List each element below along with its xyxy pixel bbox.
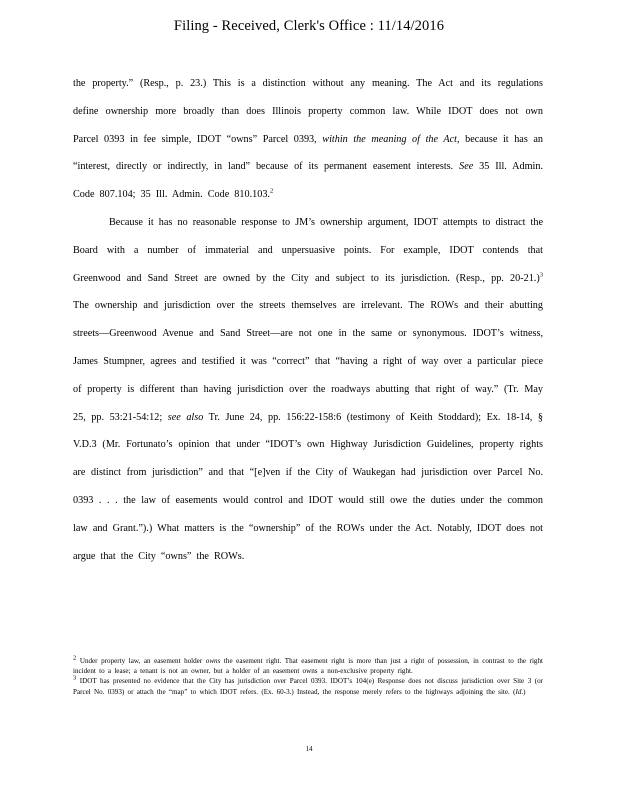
text-run: Tr. June 24, pp. 156:22-158:6 (testimony of Keith Stoddard); Ex. 18-14, § V.D.3 (Mr. Fortunato’s opinion that under “IDOT’s own Highway Jurisdiction Guidelines, property rights are distinct from jurisdiction” and that “[e]ven if the City of Waukegan had jurisdiction over Parcel No. 0393 . . . the law of easements would control and IDOT would still owe the duties under the common law and Grant.”).) What matters is the “ownership” of the ROWs under the Act. Notably, IDOT does not argue that the City “owns” the ROWs. bbox=[73, 411, 543, 562]
paragraph-jurisdiction bbox=[73, 209, 543, 570]
footnote-ref-3: 3 bbox=[539, 271, 543, 279]
text-run: 35 Ill. Admin. Code 807.104; 35 Ill. Admin. Code 810.103. bbox=[73, 161, 543, 201]
italic-run: Id bbox=[515, 687, 522, 696]
text-run: , because it has an “interest, directly or indirectly, in land” because of its permanent easement interests. bbox=[73, 133, 543, 173]
filing-header: Filing - Received, Clerk's Office : 11/14/2016 bbox=[173, 18, 445, 34]
footnote-number: 3 bbox=[73, 675, 77, 683]
text-run: the easement right. That easement right is more than just a right of possession, in contrast to the right incident to a lease; a tenant is not an owner, but a holder of an easement owns a non-exclusive property right. bbox=[73, 657, 543, 676]
footnote-ref-2: 2 bbox=[269, 187, 274, 195]
italic-run: See bbox=[459, 161, 474, 173]
italic-run: see also bbox=[167, 411, 204, 423]
page-number: 14 bbox=[305, 745, 313, 753]
footnote-2 bbox=[73, 656, 543, 676]
italic-run: owns bbox=[205, 657, 221, 665]
paragraph-ownership bbox=[73, 70, 543, 209]
text-run: .) bbox=[521, 687, 526, 696]
footnotes bbox=[73, 656, 543, 697]
text-run: Because it has no reasonable response to JM’s ownership argument, IDOT attempts to distract the Board with a number of immaterial and unpersuasive points. For example, IDOT contends that Greenwood and Sand Street are owned by the City and subject to its jurisdiction. (Resp., pp. 20-21.) bbox=[73, 216, 543, 284]
italic-run: within the meaning of the Act bbox=[322, 133, 457, 145]
text-run: IDOT has presented no evidence that the City has jurisdiction over Parcel 0393. IDOT’s 104(e) Response does not discuss jurisdiction over Site 3 (or Parcel No. 0393) or attach the “map” to which IDOT refers. (Ex. 60-3.) Instead, the response merely refers to the highways adjoining the site. ( bbox=[73, 677, 543, 696]
footnote-3 bbox=[73, 676, 543, 696]
footnote-number: 2 bbox=[73, 654, 77, 662]
text-run: the property.” (Resp., p. 23.) This is a distinction without any meaning. The Act and its regulations define ownership more broadly than does Illinois property common law. While IDOT does not own Parcel 0393 in fee simple, IDOT “owns” Parcel 0393, bbox=[73, 78, 543, 145]
text-run: The ownership and jurisdiction over the streets themselves are irrelevant. The ROWs and their abutting streets—Greenwood Avenue and Sand Street—are not one in the same or synonymous. IDOT’s witness, James Stumpner, agrees and testified it was “correct” that “having a right of way over a particular piece of property is different than having jurisdiction over the roadways abutting that right of way.” (Tr. May 25, pp. 53:21-54:12; bbox=[73, 300, 543, 423]
text-run: Under property law, an easement holder bbox=[76, 657, 206, 665]
body-text bbox=[73, 70, 543, 570]
